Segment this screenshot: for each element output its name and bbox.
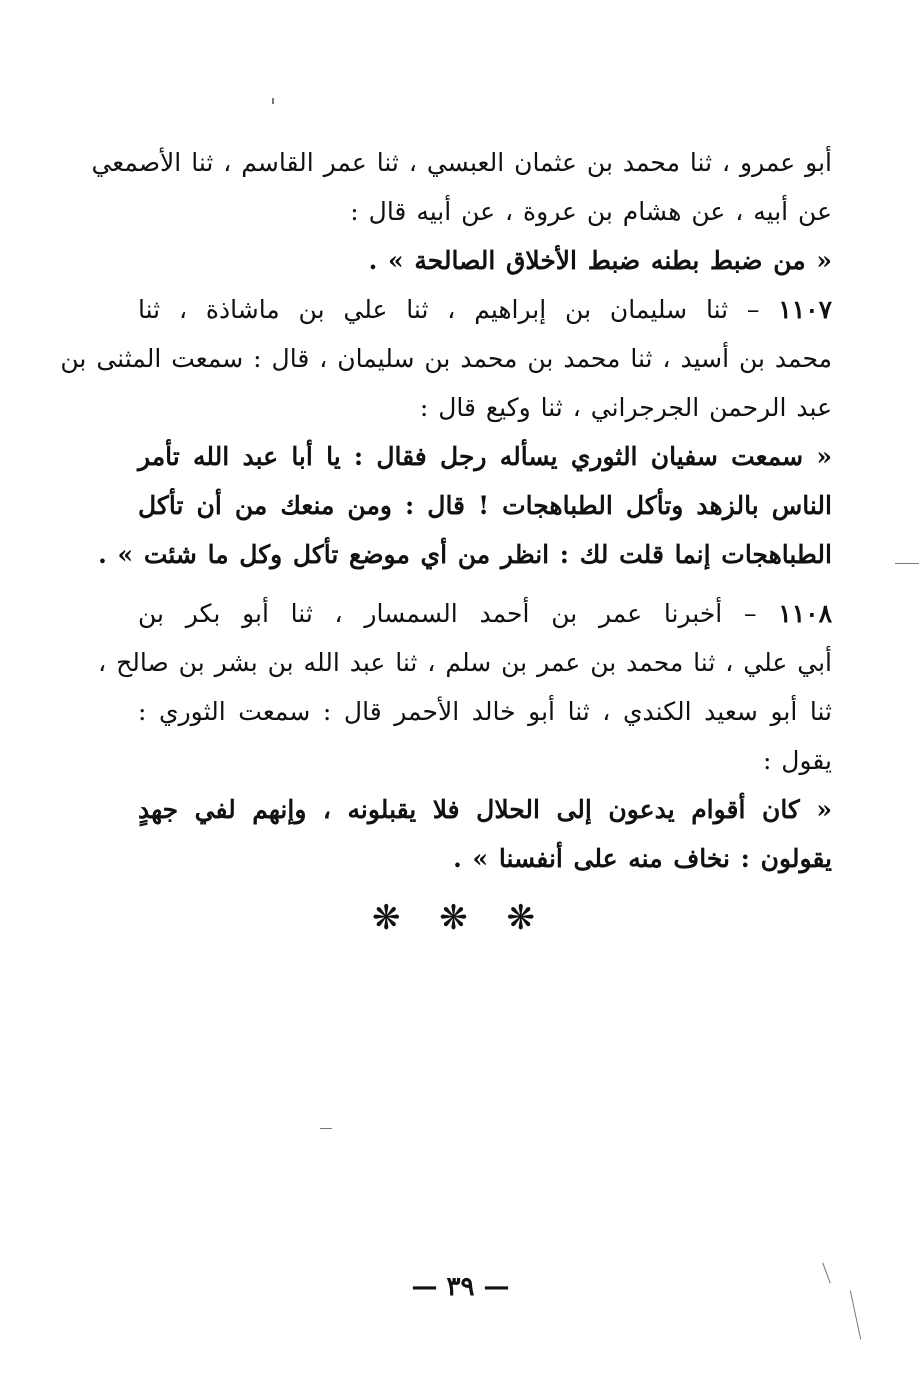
text-line: أبو عمرو ، ثنا محمد بن عثمان العبسي ، ثنا عمر القاسم ، ثنا الأصمعي [91, 148, 832, 177]
text-line: عبد الرحمن الجرجراني ، ثنا وكيع قال : [419, 393, 832, 422]
scan-speck [272, 98, 274, 104]
text-line: الطباهجات إنما قلت لك : انظر من أي موضع تأكل وكل ما شئت » . [98, 540, 832, 569]
paragraph-isnad-continuation [91, 138, 832, 236]
text-line: « كان أقوام يدعون إلى الحلال فلا يقبلونه ، وإنهم لفي جهدٍ [138, 795, 832, 824]
quote-saying-3 [138, 785, 832, 883]
text-line: « سمعت سفيان الثوري يسأله رجل فقال : يا أبا عبد الله تأمر [138, 442, 832, 471]
text-line: ثنا أبو سعيد الكندي ، ثنا أبو خالد الأحمر قال : سمعت الثوري : [138, 697, 832, 726]
quote-saying-1 [138, 236, 832, 285]
text-segment: – أخبرنا عمر بن أحمد السمسار ، ثنا أبو بكر بن [138, 599, 779, 628]
quote-saying-2 [98, 432, 832, 579]
text-line: يقول : [762, 746, 832, 775]
text-line: أبي علي ، ثنا محمد بن عمر بن سلم ، ثنا عبد الله بن بشر بن صالح ، [98, 648, 832, 677]
page-number: — ٣٩ — [411, 1272, 510, 1302]
hadith-number: ١١٠٧ [778, 295, 832, 324]
text-line [138, 285, 832, 334]
hadith-1108 [98, 589, 832, 785]
scan-speck [320, 1128, 332, 1129]
scan-speck [895, 563, 919, 564]
text-line: يقولون : نخاف منه على أنفسنا » . [453, 844, 832, 873]
text-line: « من ضبط بطنه ضبط الأخلاق الصالحة » . [368, 246, 832, 275]
hadith-1107 [60, 285, 832, 432]
section-divider-stars: ❋ ❋ ❋ [371, 898, 550, 938]
text-line: الناس بالزهد وتأكل الطباهجات ! قال : ومن منعك من أن تأكل [138, 491, 832, 520]
text-segment: – ثنا سليمان بن إبراهيم ، ثنا علي بن ماشاذة ، ثنا [138, 295, 779, 324]
hadith-number: ١١٠٨ [778, 599, 832, 628]
text-line: محمد بن أسيد ، ثنا محمد بن محمد بن سليمان ، قال : سمعت المثنى بن [60, 344, 832, 373]
text-line [138, 589, 832, 638]
text-line: عن أبيه ، عن هشام بن عروة ، عن أبيه قال : [350, 197, 832, 226]
